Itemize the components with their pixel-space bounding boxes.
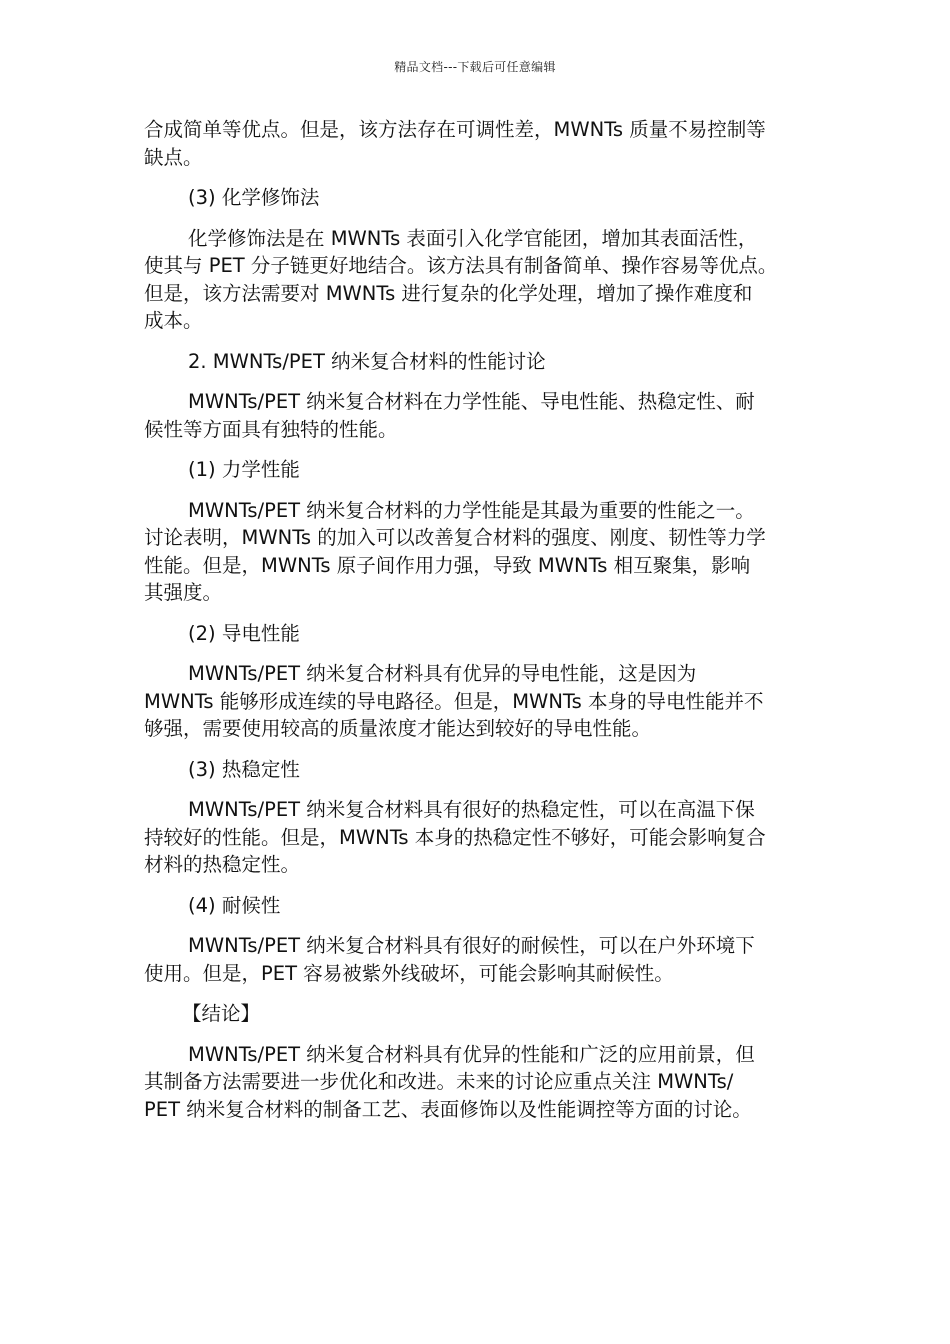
text-line: 使用。但是，PET 容易被紫外线破坏，可能会影响其耐候性。	[144, 961, 674, 985]
text-line: MWNTs/PET 纳米复合材料具有优异的性能和广泛的应用前景，但	[188, 1042, 755, 1066]
paragraph-conclusion	[144, 1041, 810, 1124]
text-line: 但是，该方法需要对 MWNTs 进行复杂的化学处理，增加了操作难度和	[144, 281, 753, 305]
text-line: MWNTs/PET 纳米复合材料具有很好的热稳定性，可以在高温下保	[188, 798, 755, 821]
text-line: PET 纳米复合材料的制备工艺、表面修饰以及性能调控等方面的讨论。	[144, 1097, 752, 1121]
text-line: 其制备方法需要进一步优化和改进。未来的讨论应重点关注 MWNTs/	[144, 1070, 734, 1093]
text-line: 使其与 PET 分子链更好地结合。该方法具有制备简单、操作容易等优点。	[144, 254, 778, 277]
text-line: 讨论表明，MWNTs 的加入可以改善复合材料的强度、刚度、韧性等力学	[144, 526, 766, 549]
subheading-weathering: (4) 耐候性	[188, 893, 281, 917]
text-line: 材料的热稳定性。	[144, 853, 301, 876]
page-header: 精品文档---下载后可任意编辑	[394, 60, 556, 74]
subheading-chemical-modification: (3) 化学修饰法	[188, 186, 320, 209]
text-line: 候性等方面具有独特的性能。	[144, 417, 398, 441]
text-line: MWNTs 能够形成连续的导电路径。但是，MWNTs 本身的导电性能并不	[144, 689, 764, 713]
text-line: 成本。	[144, 309, 203, 332]
paragraph-performance-intro	[144, 388, 810, 443]
text-line: 合成简单等优点。但是，该方法存在可调性差，MWNTs 质量不易控制等	[144, 118, 766, 141]
text-line: 缺点。	[144, 145, 203, 169]
paragraph-chemical-modification	[144, 225, 810, 335]
text-line: MWNTs/PET 纳米复合材料具有优异的导电性能，这是因为	[188, 662, 697, 685]
paragraph-synthesis-continued	[144, 116, 810, 171]
text-line: 持较好的性能。但是，MWNTs 本身的热稳定性不够好，可能会影响复合	[144, 825, 766, 849]
subheading-electrical: (2) 导电性能	[188, 621, 300, 645]
paragraph-mechanical	[144, 497, 810, 607]
paragraph-thermal	[144, 796, 810, 879]
text-line: 性能。但是，MWNTs 原子间作用力强，导致 MWNTs 相互聚集，影响	[144, 553, 751, 577]
text-line: 化学修饰法是在 MWNTs 表面引入化学官能团，增加其表面活性，	[188, 226, 758, 250]
text-line: 够强，需要使用较高的质量浓度才能达到较好的导电性能。	[144, 717, 652, 740]
text-line: MWNTs/PET 纳米复合材料具有很好的耐候性，可以在户外环境下	[188, 934, 755, 957]
subheading-thermal: (3) 热稳定性	[188, 757, 300, 781]
paragraph-weathering	[144, 932, 810, 987]
paragraph-electrical	[144, 660, 810, 743]
subheading-mechanical: (1) 力学性能	[188, 458, 300, 481]
text-line: 其强度。	[144, 581, 223, 604]
text-line: MWNTs/PET 纳米复合材料在力学性能、导电性能、热稳定性、耐	[188, 390, 755, 413]
document-body	[144, 116, 810, 1136]
text-line: MWNTs/PET 纳米复合材料的力学性能是其最为重要的性能之一。	[188, 498, 755, 522]
section-heading-conclusion: 【结论】	[182, 1002, 261, 1025]
section-heading-performance: 2. MWNTs/PET 纳米复合材料的性能讨论	[188, 349, 546, 373]
